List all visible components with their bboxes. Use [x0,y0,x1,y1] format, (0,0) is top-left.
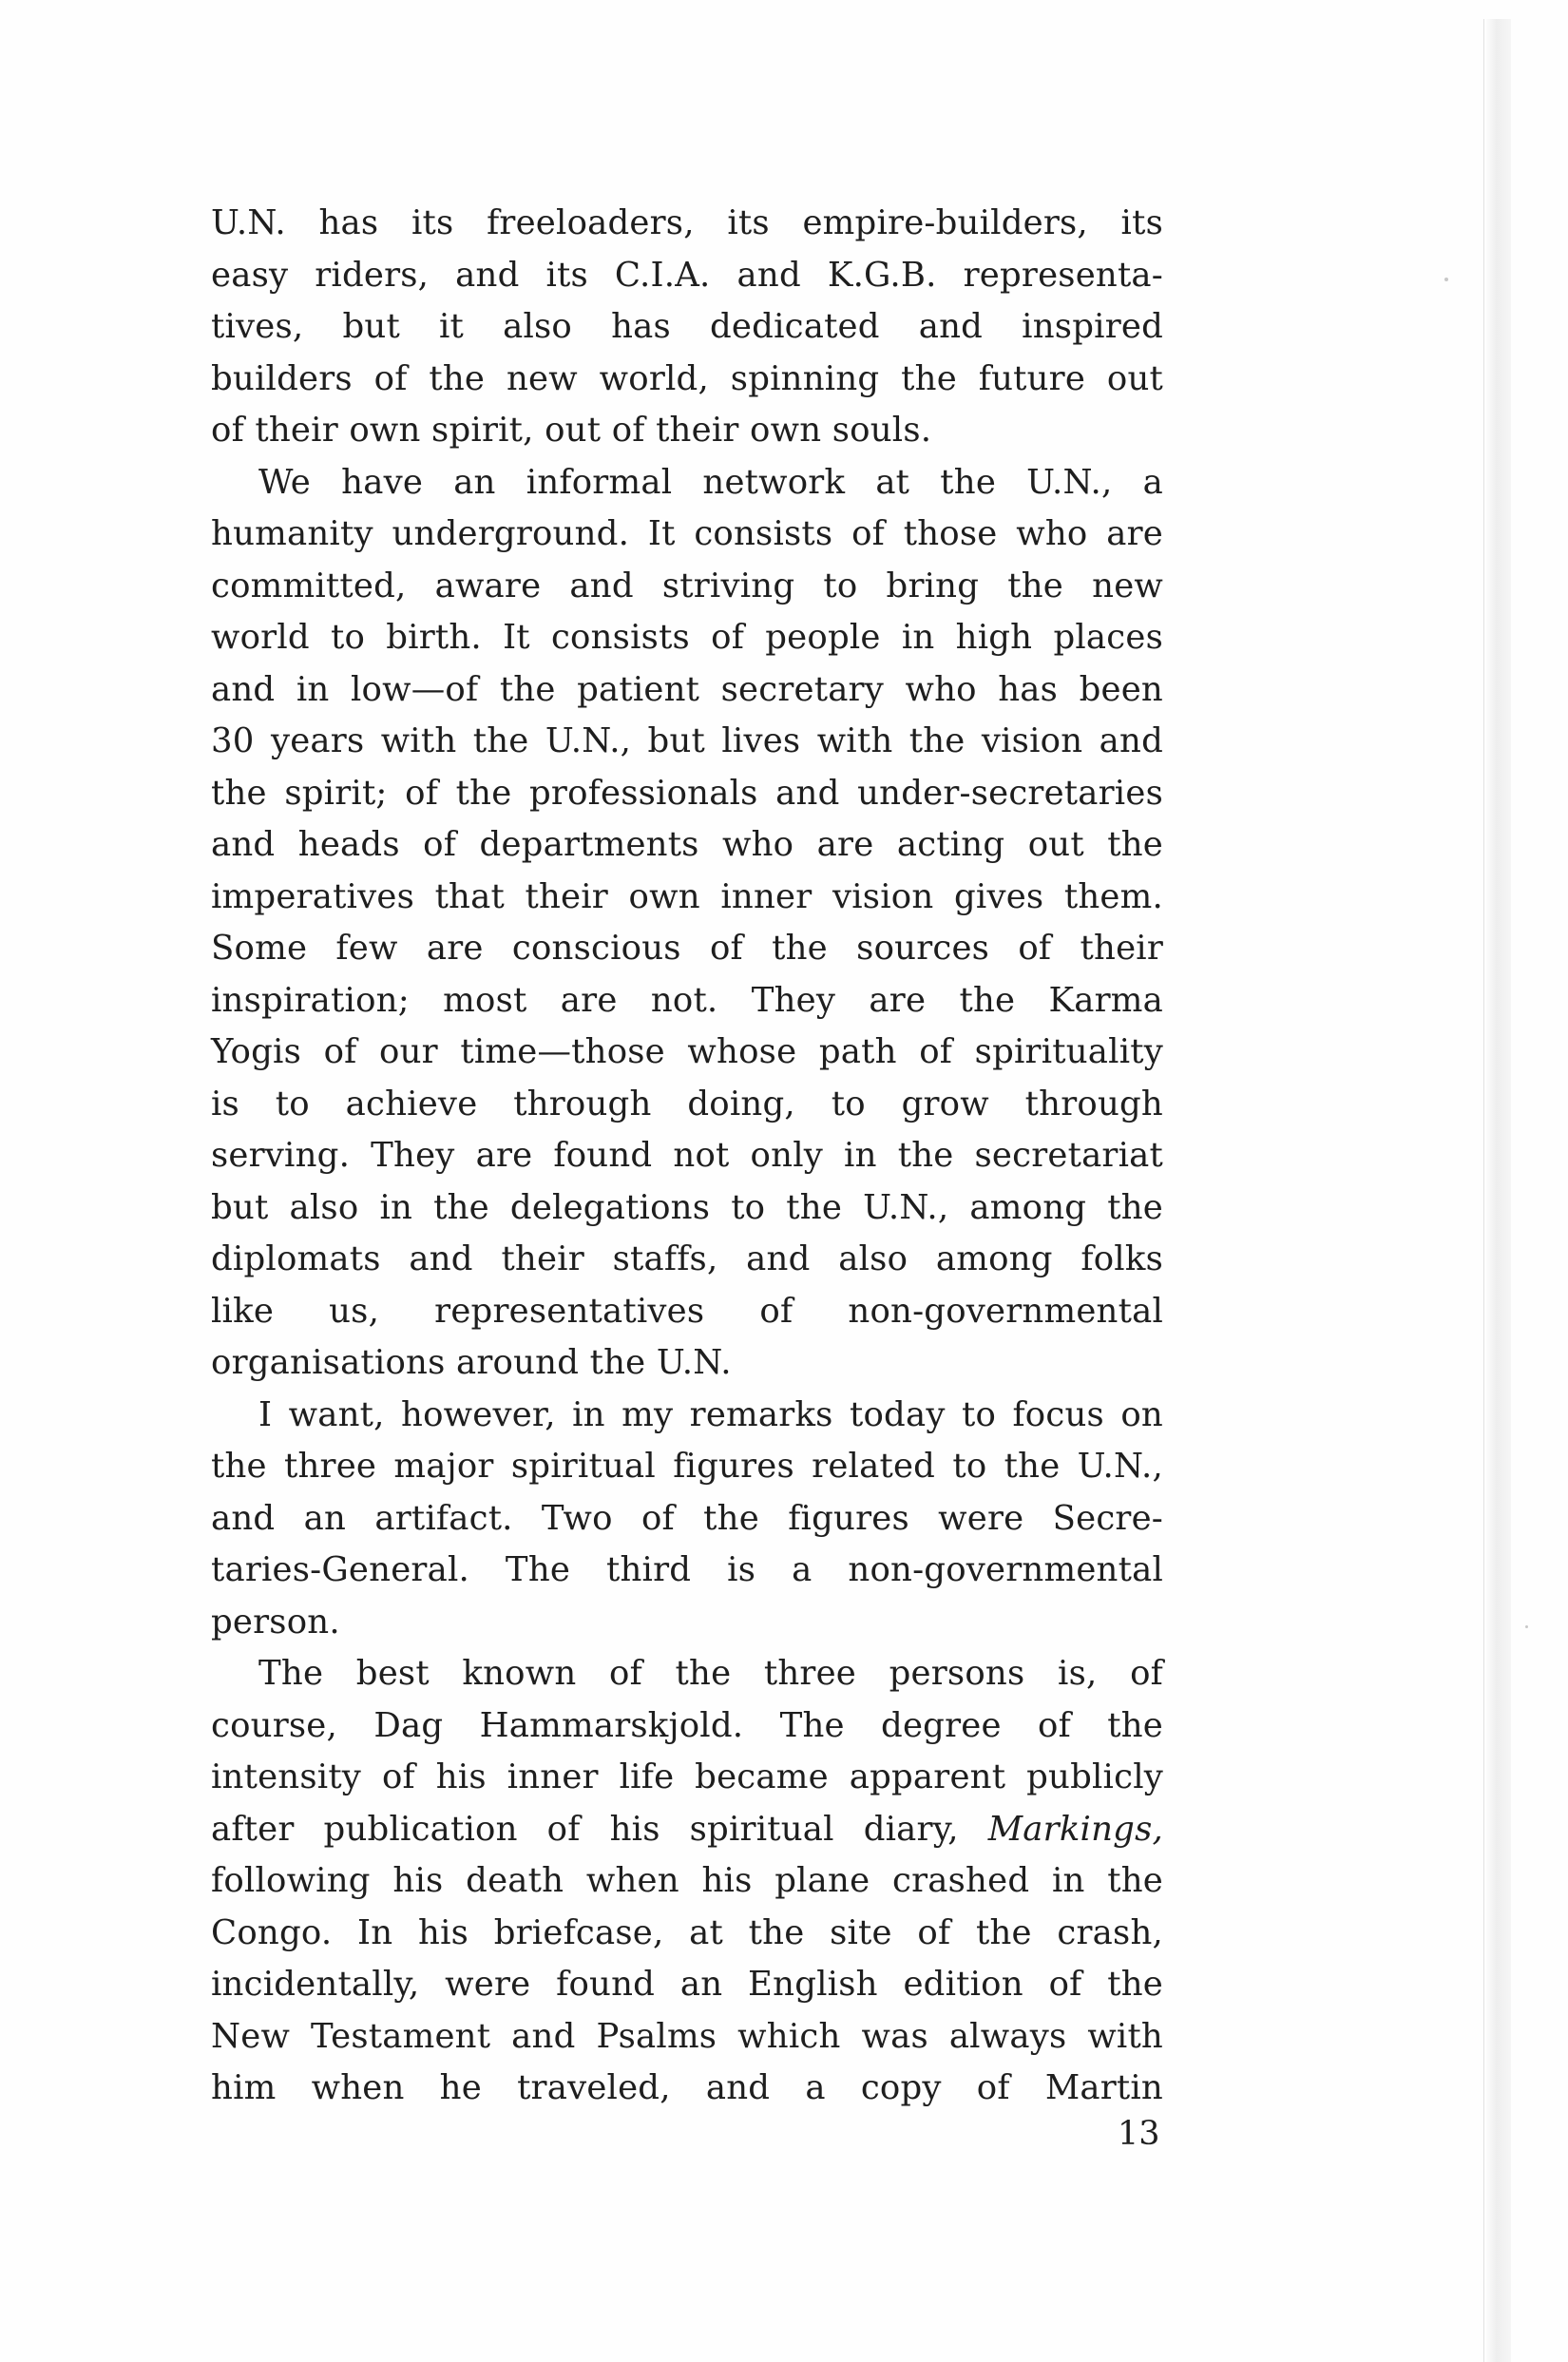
text-line: New Testament and Psalms which was always with [211,2016,1163,2056]
text-line: U.N. has its freeloaders, its empire-builders, its [211,203,1163,242]
text-line: like us, representatives of non-governmental [211,1291,1163,1331]
text-line: the spirit; of the professionals and under-secretaries [211,773,1163,813]
page-binding-edge [1483,19,1511,2362]
text-line: the three major spiritual figures related to the U.N., [211,1447,1163,1486]
text-line: inspiration; most are not. They are the Karma [211,980,1163,1020]
paragraph-p3 [211,1390,1163,1649]
text-line: builders of the new world, spinning the future out [211,358,1163,398]
book-title-markings: Markings, [987,1809,1163,1849]
text-line: Yogis of our time—those whose path of spirituality [211,1032,1163,1071]
text-line: serving. They are found not only in the secretariat [211,1136,1163,1175]
text-line: course, Dag Hammarskjold. The degree of the [211,1705,1163,1745]
text-line: organisations around the U.N. [211,1343,732,1382]
text-line: Some few are conscious of the sources of their [211,929,1163,968]
text-line: easy riders, and its C.I.A. and K.G.B. representa- [211,255,1163,295]
text-line: I want, however, in my remarks today to focus on [258,1394,1163,1434]
text-line: imperatives that their own inner vision gives them. [211,876,1163,916]
text-line: and an artifact. Two of the figures were Secre- [211,1498,1163,1538]
text-line: taries-General. The third is a non-governmental [211,1550,1163,1589]
text-line: The best known of the three persons is, of [258,1654,1163,1693]
text-line: We have an informal network at the U.N., a [258,462,1163,502]
text-line: diplomats and their staffs, and also among folks [211,1239,1163,1278]
text-line: intensity of his inner life became apparent publicly [211,1757,1163,1796]
text-line: is to achieve through doing, to grow through [211,1084,1163,1123]
text-line: him when he traveled, and a copy of Martin [211,2068,1163,2107]
text-line: tives, but it also has dedicated and inspired [211,307,1163,346]
body-text [211,198,1163,2115]
paragraph-p4 [211,1648,1163,2115]
text-line: and heads of departments who are acting out the [211,825,1163,864]
text-line: committed, aware and striving to bring the new [211,566,1163,605]
paper-speck [1444,278,1448,281]
paragraph-p1 [211,198,1163,457]
text-line: and in low—of the patient secretary who has been [211,669,1163,709]
text-line: incidentally, were found an English edition of the [211,1965,1163,2004]
paper-speck [1525,1625,1528,1628]
text-line: person. [211,1602,340,1642]
text-line: world to birth. It consists of people in high places [211,618,1163,657]
text-line: Congo. In his briefcase, at the site of the crash, [211,1912,1163,1952]
text-line: humanity underground. It consists of those who are [211,514,1163,553]
text-line: but also in the delegations to the U.N., among the [211,1187,1163,1227]
text-line: following his death when his plane crashed in the [211,1861,1163,1900]
text-line: 30 years with the U.N., but lives with the vision and [211,721,1163,760]
text-line: after publication of his spiritual diary, Markings, [211,1809,1163,1849]
paragraph-p2 [211,457,1163,1390]
text-line: of their own spirit, out of their own souls. [211,411,932,450]
page-number: 13 [1118,2115,1160,2153]
